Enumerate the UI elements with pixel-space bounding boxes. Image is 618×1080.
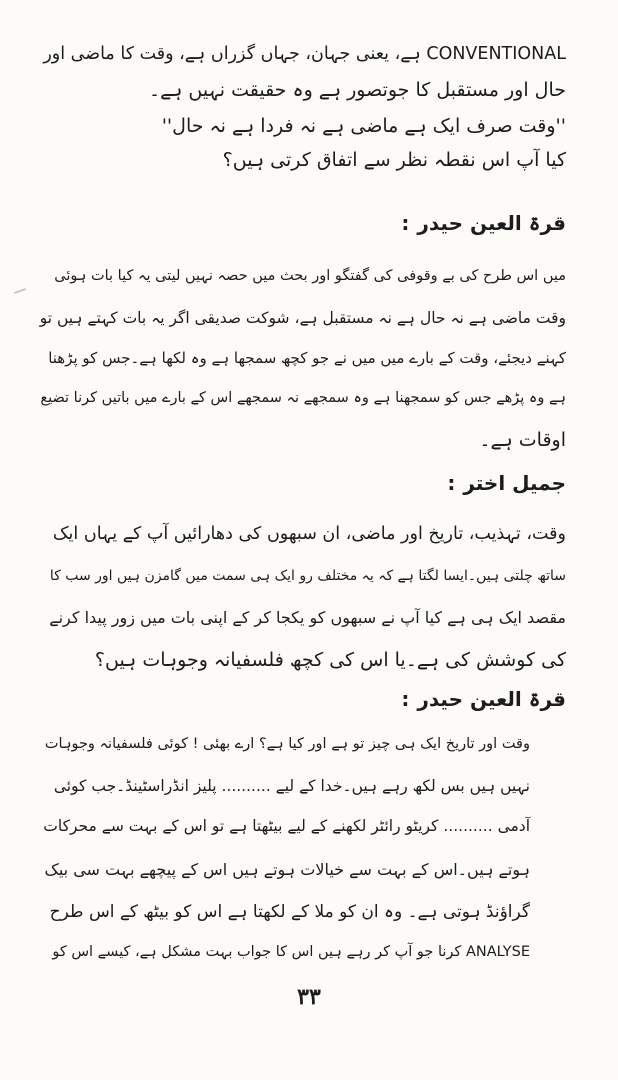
- text-line: ساتھ چلتی ہیں۔ایسا لگتا ہے کہ یہ مختلف رو ایک ہی سمت میں گامزن ہیں اور سب کا: [49, 568, 566, 584]
- text-line: ''وقت صرف ایک ہے ماضی ہے نہ فردا ہے نہ حال'': [161, 115, 566, 137]
- speaker-name: قرۃ العین حیدر: [417, 211, 566, 235]
- text-line: آدمی .......... کریٹو رائٹر لکھنے کے لیے بیٹھتا ہے تو اس کے بہت سے محرکات: [43, 817, 530, 835]
- text-line: حال اور مستقبل کا جوتصور ہے وہ حقیقت نہیں ہے۔: [148, 79, 566, 101]
- page-number: ۳۳: [297, 984, 321, 1010]
- speaker-name: قرۃ العین حیدر: [417, 687, 566, 711]
- text-line: وقت، تہذیب، تاریخ اور ماضی، ان سبھوں کی دھارائیں آپ کے یہاں ایک: [52, 524, 566, 544]
- margin-mark: [14, 288, 26, 294]
- speaker-colon: :: [401, 687, 410, 711]
- speaker-name: جمیل اختر: [463, 471, 566, 495]
- text-line: وقت اور تاریخ ایک ہی چیز تو ہے اور کیا ہے؟ ارے بھئی ! کوئی فلسفیانہ وجوہات: [44, 736, 530, 752]
- speaker-heading: [401, 208, 566, 238]
- text-line: ANALYSE کرنا جو آپ کر رہے ہیں اس کا جواب بہت مشکل ہے، کیسے اس کو: [52, 944, 530, 960]
- text-line: کہنے دیجئے، وقت کے بارے میں میں نے جو کچھ سمجھا ہے وہ لکھا ہے۔جس کو پڑھنا: [48, 349, 566, 367]
- speaker-heading: [401, 684, 566, 714]
- speaker-colon: :: [447, 471, 456, 495]
- speaker-heading: [447, 468, 566, 498]
- text-line: مقصد ایک ہی ہے کیا آپ نے سبھوں کو یکجا کر کے اپنی بات میں زور پیدا کرنے: [49, 608, 566, 627]
- text-line: گراؤنڈ ہوتی ہے۔ وہ ان کو ملا کے لکھتا ہے اس کو بیٹھ کے اس طرح: [49, 902, 530, 922]
- text-line: نہیں ہیں بس لکھ رہے ہیں۔خدا کے لیے .......... پلیز انڈراسٹینڈ۔جب کوئی: [53, 777, 530, 795]
- text-line: کیا آپ اس نقطہ نظر سے اتفاق کرتی ہیں؟: [222, 149, 566, 171]
- text-line: میں اس طرح کی بے وقوفی کی گفتگو اور بحث میں حصہ نہیں لیتی یہ کیا بات ہوئی: [54, 268, 566, 284]
- text-line: وقت ماضی ہے نہ حال ہے نہ مستقبل ہے، شوکت صدیقی اگر یہ بات کہتے ہیں تو: [39, 309, 566, 327]
- text-line: کی کوشش کی ہے۔یا اس کی کچھ فلسفیانہ وجوہات ہیں؟: [94, 649, 566, 671]
- text-line: ہوتے ہیں۔اس کے بہت سے خیالات ہوتے ہیں اس کے پیچھے بہت سی بیک: [44, 860, 530, 879]
- text-line: CONVENTIONAL ہے، یعنی جہان، جہاں گزراں ہے، وقت کا ماضی اور: [43, 44, 566, 64]
- text-line: ہے وہ پڑھے جس کو سمجھنا ہے وہ سمجھے نہ سمجھے اس کے بارے میں باتیں کرنا تضیع: [40, 390, 566, 406]
- text-line: اوقات ہے۔: [479, 429, 566, 451]
- speaker-colon: :: [401, 211, 410, 235]
